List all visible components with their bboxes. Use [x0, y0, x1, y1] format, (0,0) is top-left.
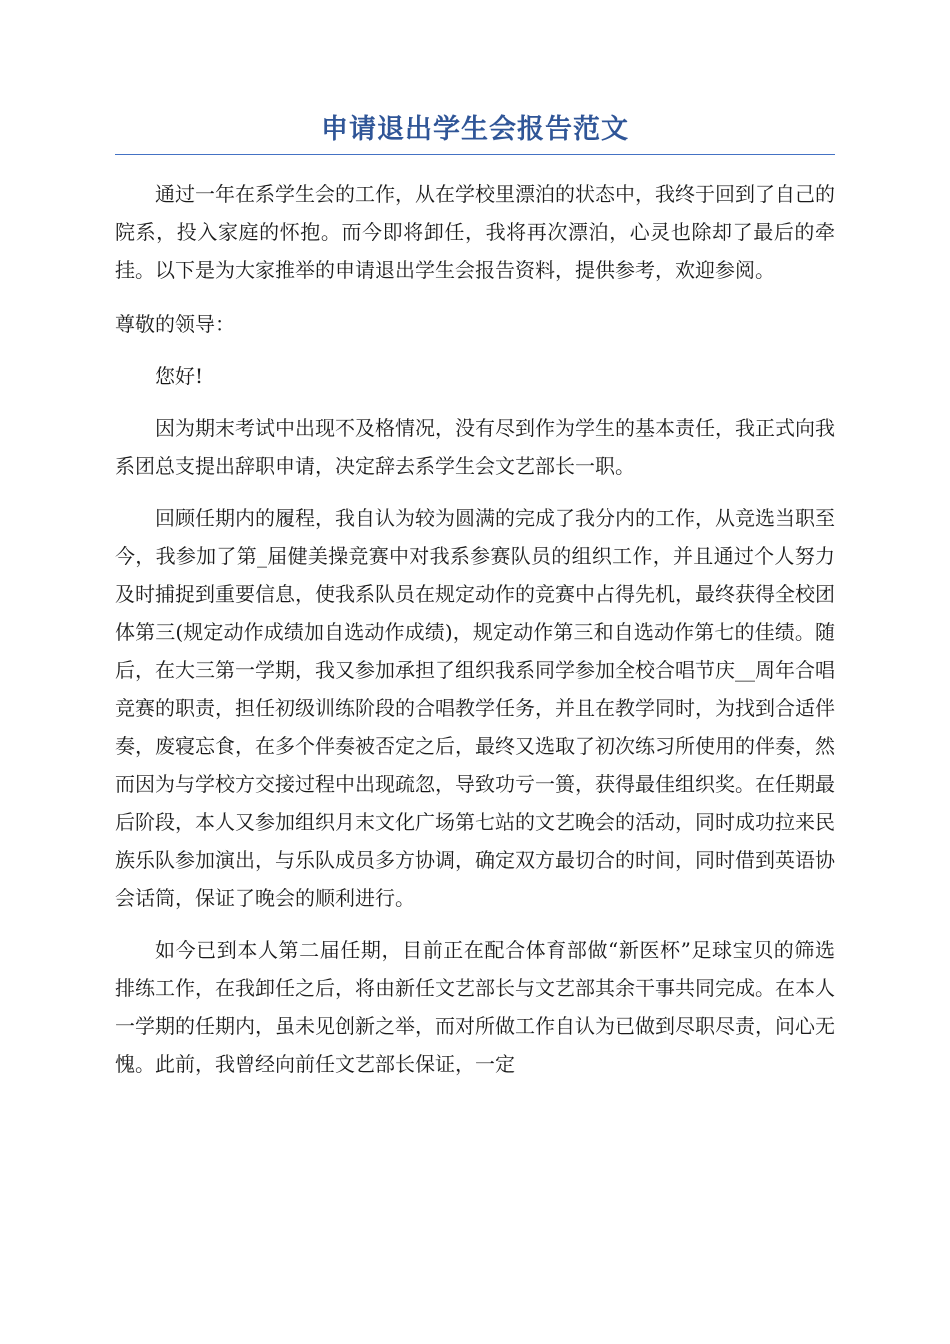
- greeting: 您好!: [155, 364, 204, 388]
- salutation: 尊敬的领导：: [115, 312, 235, 336]
- document-title: 申请退出学生会报告范文: [115, 110, 835, 155]
- document-page: [115, 110, 835, 1097]
- body-paragraph: 如今已到本人第二届任期，目前正在配合体育部做“新医杯”足球宝贝的筛选排练工作，在我卸任之后，将由新任文艺部长与文艺部其余干事共同完成。在本人一学期的任期内，虽未见创新之举，而对所做工作自认为已做到尽职尽责，问心无愧。此前，我曾经向前任文艺部长保证，一定: [115, 938, 835, 1076]
- body-paragraph: 因为期末考试中出现不及格情况，没有尽到作为学生的基本责任，我正式向我系团总支提出辞职申请，决定辞去系学生会文艺部长一职。: [115, 416, 835, 478]
- body-paragraph: 回顾任期内的履程，我自认为较为圆满的完成了我分内的工作，从竞选当职至今，我参加了第_届健美操竞赛中对我系参赛队员的组织工作，并且通过个人努力及时捕捉到重要信息，使我系队员在规定动作的竞赛中占得先机，最终获得全校团体第三(规定动作成绩加自选动作成绩)，规定动作第三和自选动作第七的佳绩。随后，在大三第一学期，我又参加承担了组织我系同学参加全校合唱节庆__周年合唱竞赛的职责，担任初级训练阶段的合唱教学任务，并且在教学同时，为找到合适伴奏，废寝忘食，在多个伴奏被否定之后，最终又选取了初次练习所使用的伴奏，然而因为与学校方交接过程中出现疏忽，导致功亏一篑，获得最佳组织奖。在任期最后阶段，本人又参加组织月末文化广场第七站的文艺晚会的活动，同时成功拉来民族乐队参加演出，与乐队成员多方协调，确定双方最切合的时间，同时借到英语协会话筒，保证了晚会的顺利进行。: [115, 506, 835, 910]
- intro-paragraph: 通过一年在系学生会的工作，从在学校里漂泊的状态中，我终于回到了自己的院系，投入家庭的怀抱。而今即将卸任，我将再次漂泊，心灵也除却了最后的牵挂。以下是为大家推举的申请退出学生会报告资料，提供参考，欢迎参阅。: [115, 182, 835, 282]
